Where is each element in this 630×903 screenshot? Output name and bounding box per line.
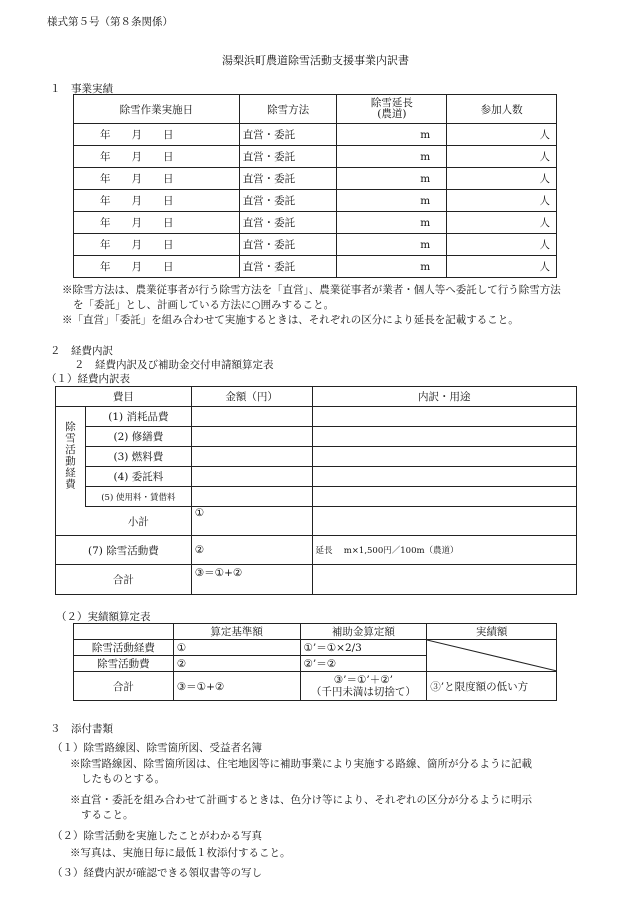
amount-cell xyxy=(191,407,312,427)
row-method: 直営・委託 xyxy=(239,168,337,190)
t2-header-result: 実績額 xyxy=(427,624,557,640)
row-method: 直営・委託 xyxy=(239,234,337,256)
col-header-people: 参加人数 xyxy=(447,95,557,124)
table1-title: （１）経費内訳表 xyxy=(46,373,130,385)
subtotal-mark: ① xyxy=(191,507,312,536)
attachment-note-1a: ※除雪路線図、除雪箇所図は、住宅地図等に補助事業により実施する路線、箇所が分るように記載 xyxy=(70,758,532,770)
row-people: 人 xyxy=(447,124,557,146)
result-row xyxy=(74,234,557,256)
row-people: 人 xyxy=(447,256,557,278)
result-row xyxy=(74,146,557,168)
t2-corner xyxy=(74,624,174,640)
t2-header-calc: 補助金算定額 xyxy=(300,624,427,640)
t2-row-basis: ① xyxy=(173,640,300,656)
item-fuel: (3) 燃料費 xyxy=(85,447,191,467)
activity-mark: ② xyxy=(191,536,312,565)
item-consumables: (1) 消耗品費 xyxy=(85,407,191,427)
t2-row-basis: ② xyxy=(173,656,300,672)
row-method: 直営・委託 xyxy=(239,256,337,278)
t2-header-basis: 算定基準額 xyxy=(173,624,300,640)
row-method: 直営・委託 xyxy=(239,124,337,146)
row-method: 直営・委託 xyxy=(239,190,337,212)
s1-note1: ※除雪方法は、農業従事者が行う除雪方法を「直営」、農業従事者が業者・個人等へ委託して行う除雪方法 を「委託」とし、計画している方法に○囲みすること。 ※「直営」「委託」を組み合わせて実施するときは、それぞれの区分により延長を記載すること。 xyxy=(62,284,561,326)
actual-amount-table xyxy=(73,623,557,701)
page-title: 湯梨浜町農道除雪活動支援事業内訳書 xyxy=(222,54,409,67)
results-table xyxy=(73,94,557,278)
row-people: 人 xyxy=(447,168,557,190)
row-length: m xyxy=(337,124,447,146)
attachment-item-3: （３）経費内訳が確認できる領収書等の写し xyxy=(52,867,262,879)
attachment-item-1: （１）除雪路線図、除雪箇所図、受益者名簿 xyxy=(52,742,262,754)
t2-row-label: 除雪活動費 xyxy=(74,656,174,672)
attachment-note-1b: したものとする。 xyxy=(81,773,165,785)
row-people: 人 xyxy=(447,146,557,168)
t2-diagonal-cell xyxy=(427,640,557,672)
item-rental: (5) 使用料・賃借料 xyxy=(85,487,191,507)
row-date: 年 月 日 xyxy=(74,190,240,212)
amount-cell xyxy=(191,467,312,487)
row-date: 年 月 日 xyxy=(74,146,240,168)
section1-heading: １ 事業実績 xyxy=(50,83,113,95)
result-row xyxy=(74,256,557,278)
col-header-date: 除雪作業実施日 xyxy=(74,95,240,124)
col-header-method: 除雪方法 xyxy=(239,95,337,124)
row-people: 人 xyxy=(447,234,557,256)
attachment-note-2b: すること。 xyxy=(81,809,134,821)
item-repair: (2) 修繕費 xyxy=(85,427,191,447)
t1-header-item: 費目 xyxy=(56,387,192,407)
row-length: m xyxy=(337,256,447,278)
t1-header-detail: 内訳・用途 xyxy=(312,387,576,407)
activity-note: 延長 m×1,500円／100m（農道） xyxy=(312,536,576,565)
detail-cell xyxy=(312,507,576,536)
form-number: 様式第５号（第８条関係） xyxy=(47,16,173,28)
attachment-item-2: （２）除雪活動を実施したことがわかる写真 xyxy=(52,830,262,842)
result-row xyxy=(74,124,557,146)
section2-subheading: ２ 経費内訳及び補助金交付申請額算定表 xyxy=(74,359,274,371)
row-length: m xyxy=(337,212,447,234)
detail-cell xyxy=(312,467,576,487)
row-people: 人 xyxy=(447,190,557,212)
row-method: 直営・委託 xyxy=(239,146,337,168)
row-people: 人 xyxy=(447,212,557,234)
row-date: 年 月 日 xyxy=(74,168,240,190)
section2-heading: ２ 経費内訳 xyxy=(50,345,113,357)
detail-cell xyxy=(312,447,576,467)
total-label: 合計 xyxy=(56,565,192,595)
col-header-length: 除雪延長 (農道) xyxy=(337,95,447,124)
t2-total-result: ③’と限度額の低い方 xyxy=(427,672,557,701)
amount-cell xyxy=(191,427,312,447)
row-length: m xyxy=(337,190,447,212)
detail-cell xyxy=(312,565,576,595)
result-row xyxy=(74,190,557,212)
row-date: 年 月 日 xyxy=(74,256,240,278)
row-date: 年 月 日 xyxy=(74,212,240,234)
total-formula: ③＝①+② xyxy=(191,565,312,595)
item-commission: (4) 委託料 xyxy=(85,467,191,487)
diagonal-line xyxy=(427,640,557,671)
attachments-list xyxy=(52,741,532,881)
result-row xyxy=(74,168,557,190)
t2-total-calc: ③’＝①’＋②’ （千円未満は切捨て） xyxy=(300,672,427,701)
t2-row-calc: ②’＝② xyxy=(300,656,427,672)
t2-total-label: 合計 xyxy=(74,672,174,701)
t1-header-amount: 金額（円） xyxy=(191,387,312,407)
row-date: 年 月 日 xyxy=(74,234,240,256)
row-method: 直営・委託 xyxy=(239,212,337,234)
table2-title: （２）実績額算定表 xyxy=(56,611,151,623)
row-length: m xyxy=(337,146,447,168)
t2-total-basis: ③＝①+② xyxy=(173,672,300,701)
t2-row-calc: ①’＝①×2/3 xyxy=(300,640,427,656)
row-date: 年 月 日 xyxy=(74,124,240,146)
vertical-label: 除雪活動経費 xyxy=(56,407,86,507)
detail-cell xyxy=(312,487,576,507)
subtotal-label: 小計 xyxy=(56,507,192,536)
amount-cell xyxy=(191,447,312,467)
section3-heading: ３ 添付書類 xyxy=(50,723,113,735)
amount-cell xyxy=(191,487,312,507)
attachment-note-2a: ※直営・委託を組み合わせて計画するときは、色分け等により、それぞれの区分が分るように明示 xyxy=(70,794,532,806)
attachment-note-photo: ※写真は、実施日毎に最低１枚添付すること。 xyxy=(70,847,291,859)
t2-row-label: 除雪活動経費 xyxy=(74,640,174,656)
result-row xyxy=(74,212,557,234)
expense-table xyxy=(55,386,577,595)
row-length: m xyxy=(337,168,447,190)
row-length: m xyxy=(337,234,447,256)
detail-cell xyxy=(312,407,576,427)
activity-label: (7) 除雪活動費 xyxy=(56,536,192,565)
detail-cell xyxy=(312,427,576,447)
